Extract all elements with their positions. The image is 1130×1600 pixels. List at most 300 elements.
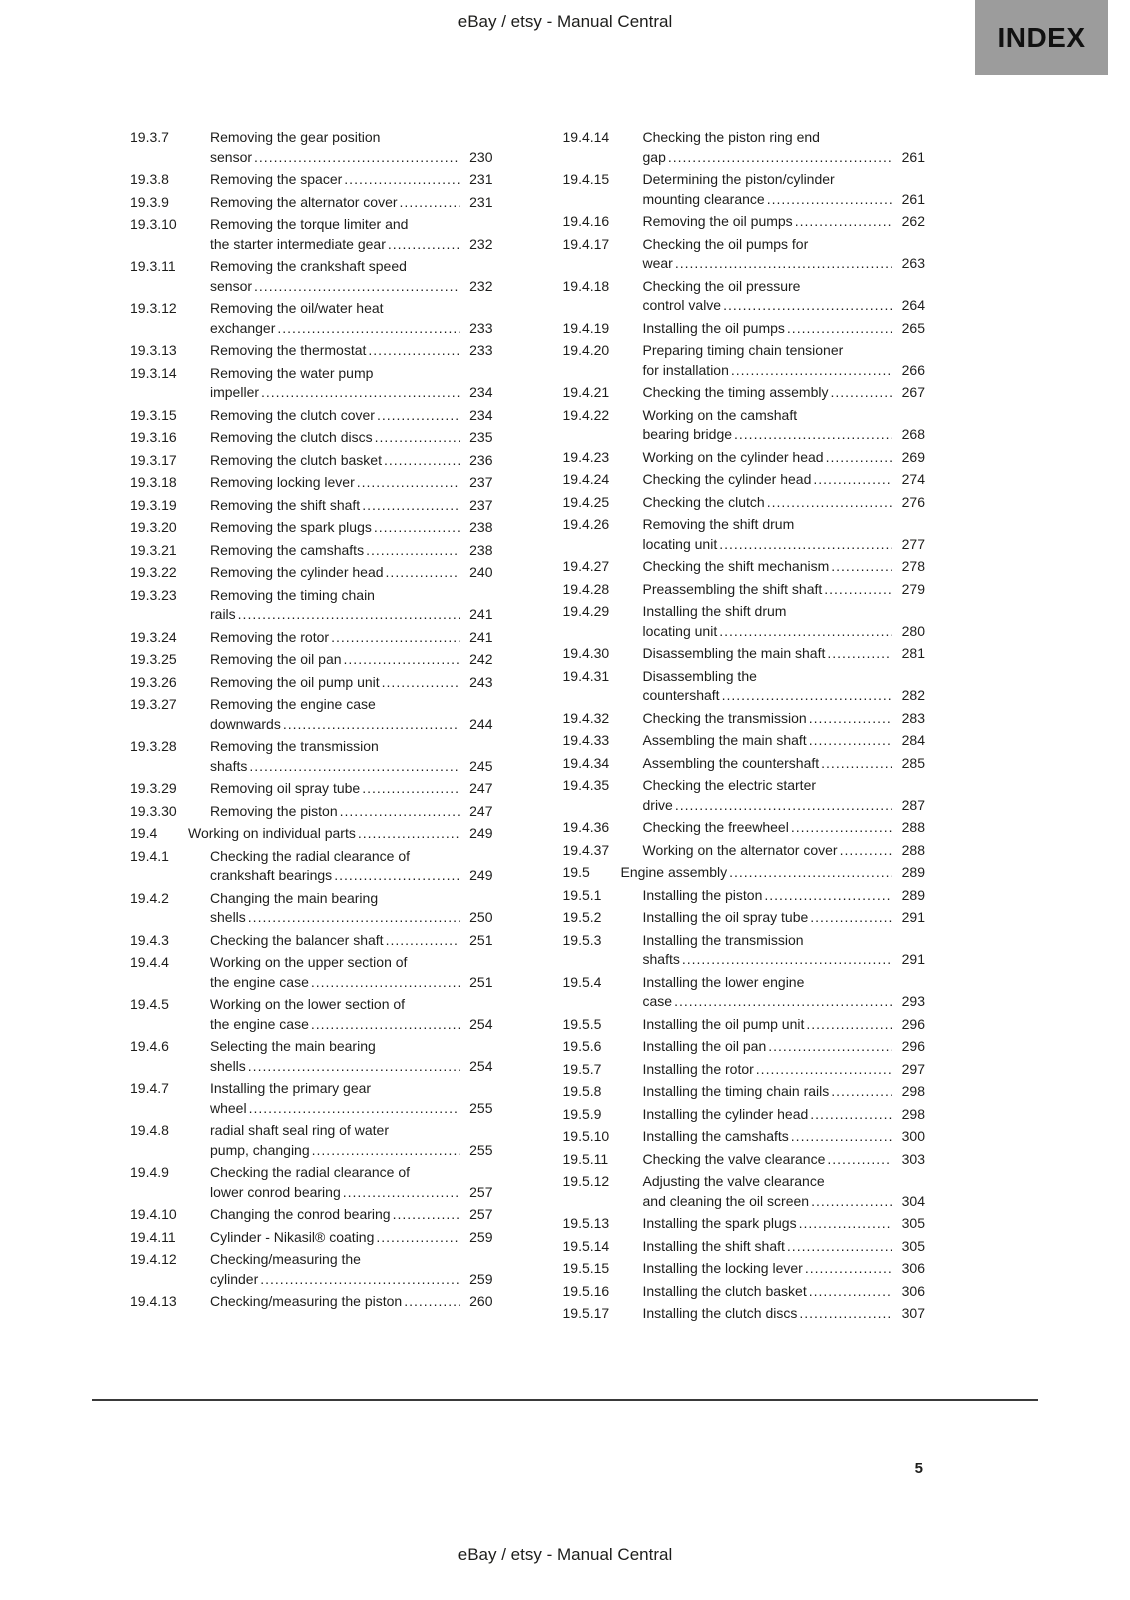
toc-entry-number: 19.3.30 bbox=[130, 802, 177, 819]
leader-dots bbox=[824, 580, 892, 600]
toc-entry-page: 293 bbox=[901, 993, 925, 1009]
toc-entry-text: sensor bbox=[210, 277, 253, 294]
toc-entry-number: 19.5.16 bbox=[562, 1282, 610, 1299]
toc-entry-line bbox=[210, 518, 493, 538]
toc-entry-title bbox=[210, 496, 493, 516]
toc-entry-text: wheel bbox=[210, 1099, 247, 1116]
toc-entry-title bbox=[643, 319, 926, 339]
toc-entry-page: 255 bbox=[469, 1141, 493, 1158]
toc-entry bbox=[130, 428, 493, 448]
toc-entry bbox=[130, 563, 493, 583]
toc-entry-text: Installing the shift shaft bbox=[642, 1237, 785, 1254]
leader-dots bbox=[719, 622, 892, 642]
toc-entry-title bbox=[643, 709, 926, 729]
toc-entry-title bbox=[210, 953, 493, 992]
toc-entry-line bbox=[210, 1099, 493, 1119]
toc-entry-page: 283 bbox=[901, 709, 925, 726]
toc-entry bbox=[130, 215, 493, 254]
leader-dots bbox=[821, 754, 892, 774]
toc-entry bbox=[563, 1237, 926, 1257]
toc-entry-text: shells bbox=[210, 1057, 246, 1074]
leader-dots bbox=[827, 1150, 892, 1170]
toc-entry-text: Removing the clutch cover bbox=[210, 406, 375, 423]
toc-entry-text: Removing the shift shaft bbox=[210, 496, 361, 513]
toc-entry-number: 19.3.29 bbox=[130, 780, 177, 796]
toc-entry bbox=[563, 1105, 926, 1125]
toc-entry-line: Removing the crankshaft speed bbox=[210, 258, 407, 274]
toc-entry-number: 19.4.1 bbox=[130, 847, 169, 864]
toc-entry-text: shafts bbox=[642, 951, 680, 967]
toc-entry-title bbox=[210, 1163, 493, 1202]
toc-entry-page: 296 bbox=[901, 1015, 925, 1032]
toc-entry-title bbox=[210, 215, 493, 254]
toc-entry bbox=[563, 319, 926, 339]
toc-entry-page: 249 bbox=[469, 867, 493, 883]
toc-entry-line bbox=[643, 296, 926, 316]
toc-entry-title bbox=[210, 341, 493, 361]
toc-entry-text: Assembling the countershaft bbox=[642, 754, 820, 771]
toc-entry-text: rails bbox=[210, 606, 236, 622]
toc-entry-title bbox=[643, 886, 926, 906]
toc-entry-page: 254 bbox=[469, 1057, 493, 1074]
toc-entry-number: 19.3.13 bbox=[130, 342, 177, 358]
leader-dots bbox=[719, 535, 892, 555]
toc-entry-page: 238 bbox=[469, 519, 493, 535]
toc-entry-page: 261 bbox=[901, 148, 925, 165]
toc-entry-title bbox=[210, 1037, 493, 1076]
leader-dots bbox=[260, 1270, 459, 1290]
toc-entry-text: Installing the rotor bbox=[642, 1060, 754, 1077]
toc-entry-number: 19.4.16 bbox=[562, 213, 610, 229]
toc-entry bbox=[563, 406, 926, 445]
leader-dots bbox=[331, 628, 459, 648]
toc-entry-line bbox=[643, 1015, 926, 1035]
toc-entry-line bbox=[210, 193, 493, 213]
toc-entry-number: 19.5.15 bbox=[562, 1260, 610, 1276]
leader-dots bbox=[767, 493, 892, 513]
toc-entry-text: the starter intermediate gear bbox=[210, 235, 386, 252]
toc-entry-title bbox=[643, 212, 926, 232]
toc-entry-text: Removing the alternator cover bbox=[210, 193, 398, 210]
toc-entry-line bbox=[210, 802, 493, 822]
toc-entry-title bbox=[210, 1079, 493, 1118]
toc-entry-line bbox=[643, 1105, 926, 1125]
leader-dots bbox=[277, 319, 459, 339]
toc-entry-page: 291 bbox=[901, 951, 925, 967]
toc-entry-line bbox=[210, 563, 493, 583]
leader-dots bbox=[344, 170, 459, 190]
toc-entry-text: lower conrod bearing bbox=[210, 1183, 341, 1200]
toc-entry-number: 19.5.9 bbox=[562, 1105, 602, 1122]
toc-entry-page: 240 bbox=[469, 564, 493, 580]
toc-entry-line bbox=[210, 1270, 493, 1290]
toc-entry-line bbox=[210, 628, 493, 648]
toc-entry-line bbox=[643, 754, 926, 774]
toc-entry-text: Removing locking lever bbox=[210, 474, 355, 490]
leader-dots bbox=[344, 650, 460, 670]
toc-entry bbox=[130, 128, 493, 167]
leader-dots bbox=[764, 886, 892, 906]
toc-entry-text: impeller bbox=[210, 384, 260, 400]
toc-entry-text: Installing the oil spray tube bbox=[642, 909, 809, 925]
toc-entry-number: 19.5 bbox=[562, 864, 590, 880]
toc-entry-page: 255 bbox=[469, 1099, 493, 1116]
toc-entry-number: 19.3.11 bbox=[130, 258, 176, 274]
toc-entry-title bbox=[643, 1127, 926, 1147]
toc-entry bbox=[563, 1304, 926, 1324]
toc-entry-number: 19.4.26 bbox=[562, 516, 610, 532]
leader-dots bbox=[767, 190, 892, 210]
toc-entry-title bbox=[210, 128, 493, 167]
toc-entry-line bbox=[643, 493, 926, 513]
leader-dots bbox=[248, 908, 460, 928]
toc-entry bbox=[563, 1082, 926, 1102]
toc-entry-line bbox=[210, 779, 493, 799]
toc-entry-page: 235 bbox=[469, 429, 493, 445]
toc-entry-line bbox=[643, 470, 926, 490]
toc-entry-number: 19.4.2 bbox=[130, 889, 169, 906]
toc-entry bbox=[130, 364, 493, 403]
toc-entry bbox=[563, 667, 926, 706]
toc-entry-text: Engine assembly bbox=[620, 864, 728, 880]
toc-entry-page: 231 bbox=[469, 171, 493, 187]
toc-entry-page: 285 bbox=[901, 754, 925, 771]
toc-entry bbox=[563, 448, 926, 468]
toc-entry-number: 19.3.24 bbox=[130, 628, 177, 645]
toc-entry bbox=[563, 1037, 926, 1057]
toc-entry-line bbox=[643, 1037, 926, 1057]
footer-title: eBay / etsy - Manual Central bbox=[457, 1545, 673, 1564]
toc-entry-text: Installing the spark plugs bbox=[642, 1215, 797, 1231]
toc-entry-line bbox=[210, 496, 493, 516]
toc-entry-line bbox=[643, 1192, 926, 1212]
toc-entry-title bbox=[210, 1228, 493, 1248]
toc-entry-text: drive bbox=[642, 796, 673, 813]
toc-entry-line bbox=[643, 580, 926, 600]
toc-entry-title bbox=[210, 889, 493, 928]
toc-entry-page: 230 bbox=[469, 148, 493, 165]
toc-entry-number: 19.4.10 bbox=[130, 1206, 177, 1222]
toc-entry-line bbox=[210, 406, 493, 426]
toc-entry-text: Installing the camshafts bbox=[642, 1128, 789, 1144]
toc-entry-line: Determining the piston/cylinder bbox=[642, 171, 835, 187]
toc-entry-number: 19.5.10 bbox=[562, 1128, 610, 1144]
toc-entry-line bbox=[210, 1205, 493, 1225]
toc-entry bbox=[563, 1214, 926, 1234]
toc-entry-line: Removing the gear position bbox=[210, 129, 381, 145]
toc-entry-page: 242 bbox=[469, 651, 493, 667]
toc-entry-line: Selecting the main bearing bbox=[210, 1038, 376, 1054]
toc-entry-title bbox=[643, 515, 926, 554]
toc-entry-line: Changing the main bearing bbox=[210, 889, 379, 906]
toc-entry-line bbox=[643, 1304, 926, 1324]
toc-entry-number: 19.4.12 bbox=[130, 1251, 177, 1267]
toc-entry bbox=[130, 650, 493, 670]
toc-entry-page: 282 bbox=[901, 687, 925, 703]
toc-entry-text: Removing the camshafts bbox=[210, 541, 365, 558]
toc-entry-line bbox=[643, 644, 926, 664]
toc-entry-text: for installation bbox=[642, 361, 729, 378]
toc-entry-page: 254 bbox=[469, 1015, 493, 1032]
toc-entry-line bbox=[643, 425, 926, 445]
toc-entry-number: 19.4 bbox=[130, 825, 158, 841]
toc-entry-title bbox=[210, 428, 493, 448]
leader-dots bbox=[249, 757, 459, 777]
toc-entry-title bbox=[643, 841, 926, 861]
toc-entry-title bbox=[643, 1037, 926, 1057]
toc-entry-number: 19.4.22 bbox=[562, 406, 610, 423]
toc-entry-title bbox=[210, 802, 493, 822]
leader-dots bbox=[675, 254, 892, 274]
toc-entry-page: 259 bbox=[469, 1228, 493, 1245]
toc-entry-line bbox=[643, 254, 926, 274]
toc-entry bbox=[130, 953, 493, 992]
toc-entry-number: 19.5.3 bbox=[562, 931, 602, 948]
toc-entry-line bbox=[643, 448, 926, 468]
toc-entry-line bbox=[643, 796, 926, 816]
toc-entry-line: radial shaft seal ring of water bbox=[210, 1122, 389, 1138]
leader-dots bbox=[675, 796, 892, 816]
toc-entry bbox=[130, 1163, 493, 1202]
toc-entry-text: Removing the oil pump unit bbox=[210, 673, 380, 690]
toc-column-left bbox=[130, 128, 493, 1327]
toc-entry-page: 233 bbox=[469, 342, 493, 358]
toc-entry-title bbox=[643, 1105, 926, 1125]
toc-entry-title bbox=[210, 628, 493, 648]
toc-entry-number: 19.4.25 bbox=[562, 493, 610, 510]
toc-entry-title bbox=[643, 1214, 926, 1234]
toc-entry-number: 19.4.36 bbox=[562, 819, 610, 835]
toc-entry-line: Checking the radial clearance of bbox=[210, 847, 411, 864]
toc-entry-line bbox=[643, 1259, 926, 1279]
toc-entry-number: 19.3.20 bbox=[130, 519, 177, 535]
page-number: 5 bbox=[914, 1460, 923, 1477]
toc-entry-number: 19.5.4 bbox=[562, 973, 602, 990]
toc-entry-line: Working on the camshaft bbox=[642, 406, 798, 423]
toc-entry-title bbox=[210, 406, 493, 426]
toc-entry-title bbox=[643, 1082, 926, 1102]
toc-entry-title bbox=[643, 170, 926, 209]
toc-entry-title bbox=[210, 1121, 493, 1160]
toc-entry-line bbox=[643, 1214, 926, 1234]
header-title: eBay / etsy - Manual Central bbox=[457, 12, 673, 31]
leader-dots bbox=[386, 563, 460, 583]
toc-entry bbox=[563, 170, 926, 209]
toc-entry-page: 233 bbox=[469, 319, 493, 336]
toc-entry-text: Checking/measuring the piston bbox=[210, 1293, 403, 1309]
toc-entry bbox=[563, 277, 926, 316]
toc-entry-number: 19.5.12 bbox=[562, 1173, 610, 1189]
toc-entry bbox=[563, 1015, 926, 1035]
toc-entry-line: Checking the piston ring end bbox=[642, 129, 820, 145]
toc-entry-number: 19.5.7 bbox=[562, 1060, 602, 1077]
toc-entry-page: 232 bbox=[469, 277, 493, 294]
toc-entry-page: 287 bbox=[901, 796, 925, 813]
toc-entry bbox=[130, 1205, 493, 1225]
toc-entry bbox=[563, 886, 926, 906]
toc-entry bbox=[563, 1127, 926, 1147]
toc-entry-line: Removing the timing chain bbox=[210, 586, 375, 603]
leader-dots bbox=[756, 1060, 892, 1080]
toc-entry bbox=[130, 451, 493, 471]
leader-dots bbox=[375, 428, 460, 448]
toc-entry-title bbox=[210, 1250, 493, 1289]
toc-entry bbox=[130, 802, 493, 822]
toc-entry-number: 19.4.30 bbox=[562, 645, 610, 661]
toc-entry-line: Removing the water pump bbox=[210, 364, 374, 381]
toc-entry-title bbox=[643, 931, 926, 970]
toc-entry-title bbox=[643, 754, 926, 774]
toc-entry-page: 245 bbox=[469, 757, 493, 774]
toc-entry-line bbox=[643, 1127, 926, 1147]
leader-dots bbox=[374, 518, 460, 538]
toc-entry-line: Checking the oil pressure bbox=[642, 277, 801, 294]
toc-entry-line bbox=[210, 148, 493, 168]
toc-entry bbox=[130, 299, 493, 338]
leader-dots bbox=[734, 425, 892, 445]
toc-entry-page: 298 bbox=[901, 1083, 925, 1099]
toc-entry-number: 19.4.31 bbox=[562, 667, 610, 684]
toc-entry-number: 19.4.28 bbox=[562, 580, 610, 597]
toc-entry-title bbox=[643, 1282, 926, 1302]
toc-entry-title bbox=[643, 667, 926, 706]
index-label: INDEX bbox=[997, 21, 1086, 53]
toc-entry-page: 238 bbox=[469, 541, 493, 558]
toc-entry bbox=[130, 931, 493, 951]
toc-entry-line: Removing the torque limiter and bbox=[210, 216, 409, 232]
leader-dots bbox=[826, 448, 892, 468]
toc-entry-title bbox=[643, 602, 926, 641]
toc-entry bbox=[563, 580, 926, 600]
leader-dots bbox=[283, 715, 460, 735]
toc-entry-text: Removing the clutch basket bbox=[210, 451, 382, 468]
toc-entry-line bbox=[643, 1237, 926, 1257]
toc-entry-line bbox=[643, 709, 926, 729]
leader-dots bbox=[809, 1282, 892, 1302]
toc-entry-title bbox=[643, 493, 926, 513]
toc-entry-title bbox=[643, 448, 926, 468]
leader-dots bbox=[248, 1057, 460, 1077]
toc-entry-line bbox=[210, 908, 493, 928]
toc-entry-line bbox=[210, 319, 493, 339]
toc-entry-line bbox=[643, 1282, 926, 1302]
toc-entry-text: case bbox=[642, 993, 673, 1009]
toc-entry-title bbox=[643, 973, 926, 1012]
leader-dots bbox=[830, 383, 892, 403]
toc-entry-title bbox=[643, 908, 926, 928]
toc-entry-text: Removing the spacer bbox=[210, 171, 343, 187]
toc-entry-number: 19.5.17 bbox=[562, 1305, 610, 1321]
toc-entry-page: 269 bbox=[901, 448, 925, 465]
toc-entry-text: pump, changing bbox=[210, 1141, 310, 1158]
toc-entry-text: Installing the piston bbox=[642, 886, 763, 903]
toc-entry-title bbox=[643, 1259, 926, 1279]
toc-entry bbox=[130, 779, 493, 799]
toc-entry-title bbox=[210, 257, 493, 296]
toc-entry bbox=[563, 1060, 926, 1080]
toc-entry-line: Preparing timing chain tensioner bbox=[642, 342, 844, 358]
toc-entry-page: 234 bbox=[469, 406, 493, 423]
toc-entry-page: 289 bbox=[901, 864, 925, 880]
toc-entry-title bbox=[643, 1015, 926, 1035]
toc-entry-text: Removing the clutch discs bbox=[210, 429, 373, 445]
toc-entry bbox=[563, 602, 926, 641]
toc-entry-line bbox=[210, 1228, 493, 1248]
leader-dots bbox=[311, 1015, 460, 1035]
toc-entry-text: wear bbox=[642, 255, 673, 271]
leader-dots bbox=[723, 296, 892, 316]
toc-entry-page: 237 bbox=[469, 474, 493, 490]
leader-dots bbox=[768, 1037, 892, 1057]
toc-entry-title bbox=[643, 731, 926, 751]
leader-dots bbox=[400, 193, 460, 213]
toc-entry-text: Installing the cylinder head bbox=[642, 1105, 809, 1122]
toc-entry-number: 19.4.13 bbox=[130, 1293, 177, 1309]
toc-entry bbox=[130, 473, 493, 493]
toc-entry-title bbox=[188, 824, 493, 844]
leader-dots bbox=[799, 1304, 892, 1324]
toc-entry bbox=[130, 824, 493, 844]
toc-entry-text: Changing the conrod bearing bbox=[210, 1206, 391, 1222]
toc-entry bbox=[563, 709, 926, 729]
toc-entry-title bbox=[210, 364, 493, 403]
toc-entry-title bbox=[643, 277, 926, 316]
toc-entry-text: and cleaning the oil screen bbox=[642, 1192, 810, 1209]
leader-dots bbox=[811, 1192, 892, 1212]
toc-entry-page: 300 bbox=[901, 1128, 925, 1144]
leader-dots bbox=[312, 1141, 460, 1161]
toc-entry bbox=[130, 541, 493, 561]
toc-entry-text: gap bbox=[642, 148, 666, 165]
toc-entry-title bbox=[210, 299, 493, 338]
toc-entry-line bbox=[210, 341, 493, 361]
toc-entry-line: Checking the radial clearance of bbox=[210, 1164, 411, 1180]
leader-dots bbox=[357, 473, 460, 493]
toc-entry-title bbox=[210, 1205, 493, 1225]
toc-entry-text: Checking the valve clearance bbox=[642, 1150, 826, 1167]
toc-entry-text: Removing the thermostat bbox=[210, 342, 367, 358]
toc-entry-line bbox=[643, 535, 926, 555]
toc-entry bbox=[130, 889, 493, 928]
toc-entry-title bbox=[210, 170, 493, 190]
toc-entry-line bbox=[210, 715, 493, 735]
toc-entry-page: 276 bbox=[901, 493, 925, 510]
toc-entry-page: 291 bbox=[901, 909, 925, 925]
toc-entry-number: 19.3.28 bbox=[130, 738, 177, 754]
toc-entry-title bbox=[643, 580, 926, 600]
toc-entry-line: Removing the transmission bbox=[210, 738, 379, 754]
toc-entry-number: 19.3.17 bbox=[130, 451, 177, 468]
toc-entry-text: mounting clearance bbox=[642, 190, 765, 207]
toc-entry bbox=[563, 557, 926, 577]
toc-entry-number: 19.5.8 bbox=[562, 1083, 602, 1099]
toc-entry-number: 19.4.33 bbox=[562, 732, 610, 748]
toc-entry-title bbox=[210, 847, 493, 886]
toc-entry bbox=[563, 1150, 926, 1170]
toc-entry-line bbox=[643, 557, 926, 577]
toc-entry-number: 19.5.14 bbox=[562, 1237, 610, 1254]
toc-entry-line bbox=[210, 866, 493, 886]
toc-entry-title bbox=[210, 563, 493, 583]
toc-entry-text: Removing the cylinder head bbox=[210, 564, 384, 580]
toc-entry-line bbox=[643, 950, 926, 970]
toc-entry-line: Removing the engine case bbox=[210, 696, 376, 712]
toc-entry-text: Installing the timing chain rails bbox=[642, 1083, 830, 1099]
toc-entry-title bbox=[643, 406, 926, 445]
leader-dots bbox=[334, 866, 459, 886]
toc-entry-page: 249 bbox=[469, 825, 493, 841]
toc-entry-line bbox=[643, 148, 926, 168]
